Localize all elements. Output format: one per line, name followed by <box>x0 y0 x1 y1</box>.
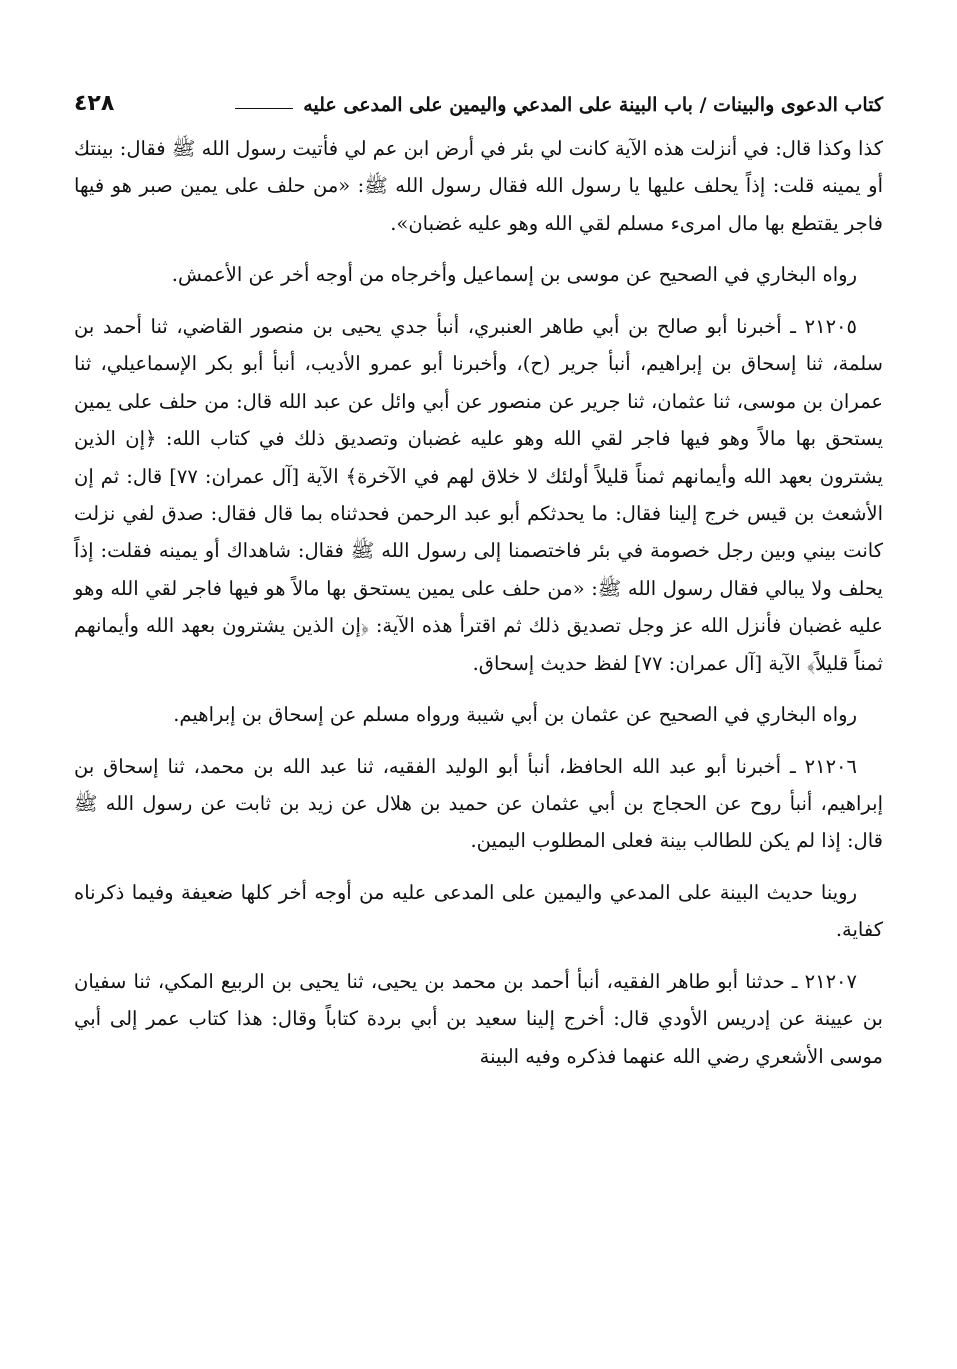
page-body <box>74 130 883 1075</box>
running-title-text: كتاب الدعوى والبينات / باب البينة على المدعي واليمين على المدعى عليه <box>303 94 883 116</box>
paragraph: رواه البخاري في الصحيح عن عثمان بن أبي شيبة ورواه مسلم عن إسحاق بن إبراهيم. <box>173 703 857 727</box>
page-number: ٤٢٨ <box>74 91 115 116</box>
paragraph: ٢١٢٠٦ ـ أخبرنا أبو عبد الله الحافظ، أنبأ أبو الوليد الفقيه، ثنا عبد الله بن محمد، ثنا إسحاق بن إبراهيم، أنبأ روح عن الحجاج بن أبي عثمان عن حميد بن هلال عن زيد بن ثابت عن رسول الله ﷺ قال: إذا لم يكن للطالب بينة فعلى المطلوب اليمين. <box>74 754 883 853</box>
page-header <box>74 86 883 116</box>
header-rule <box>235 108 293 109</box>
paragraph: روينا حديث البينة على المدعي واليمين على المدعى عليه من أوجه أخر كلها ضعيفة وفيما ذكرناه كفاية. <box>74 880 883 942</box>
paragraph: رواه البخاري في الصحيح عن موسى بن إسماعيل وأخرجاه من أوجه أخر عن الأعمش. <box>171 263 857 287</box>
running-title <box>235 94 883 116</box>
paragraph: ٢١٢٠٥ ـ أخبرنا أبو صالح بن أبي طاهر العنبري، أنبأ جدي يحيى بن منصور القاضي، ثنا أحمد بن سلمة، ثنا إسحاق بن إبراهيم، أنبأ جرير (ح)، وأخبرنا أبو عمرو الأديب، أنبأ أبو بكر الإسماعيلي، ثنا عمران بن موسى، ثنا عثمان، ثنا جرير عن منصور عن أبي وائل عن عبد الله قال: من حلف على يمين يستحق بها مالاً وهو فيها فاجر لقي الله وهو عليه غضبان وتصديق ذلك في كتاب الله: ﴿إن الذين يشترون بعهد الله وأيمانهم ثمناً قليلاً أولئك لا خلاق لهم في الآخرة﴾ الآية [آل عمران: ٧٧] قال: ثم إن الأشعث بن قيس خرج إلينا فقال: ما يحدثكم أبو عبد الرحمن فحدثناه بما قال فقال: صدق لفي نزلت كانت بيني وبين رجل خصومة في بئر فاختصمنا إلى رسول الله ﷺ فقال: شاهداك أو يمينه فقلت: إذاً يحلف ولا يبالي فقال رسول الله ﷺ: «من حلف على يمين يستحق بها مالاً هو فيها فاجر لقي الله وهو عليه غضبان فأنزل الله عز وجل تصديق ذلك ثم اقترأ هذه الآية: ﴿إن الذين يشترون بعهد الله وأيمانهم ثمناً قليلاً﴾ الآية [آل عمران: ٧٧] لفظ حديث إسحاق. <box>74 314 883 675</box>
paragraph: كذا وكذا قال: في أنزلت هذه الآية كانت لي بئر في أرض ابن عم لي فأتيت رسول الله ﷺ فقال: بينتك أو يمينه قلت: إذاً يحلف عليها يا رسول الله فقال رسول الله ﷺ: «من حلف على يمين صبر هو فيها فاجر يقتطع بها مال امرىء مسلم لقي الله وهو عليه غضبان». <box>74 137 883 235</box>
paragraph: ٢١٢٠٧ ـ حدثنا أبو طاهر الفقيه، أنبأ أحمد بن محمد بن يحيى، ثنا يحيى بن الربيع المكي، ثنا سفيان بن عيينة عن إدريس الأودي قال: أخرج إلينا سعيد بن أبي بردة كتاباً وقال: هذا كتاب عمر إلى أبي موسى الأشعري رضي الله عنهما فذكره وفيه البينة <box>74 969 883 1068</box>
